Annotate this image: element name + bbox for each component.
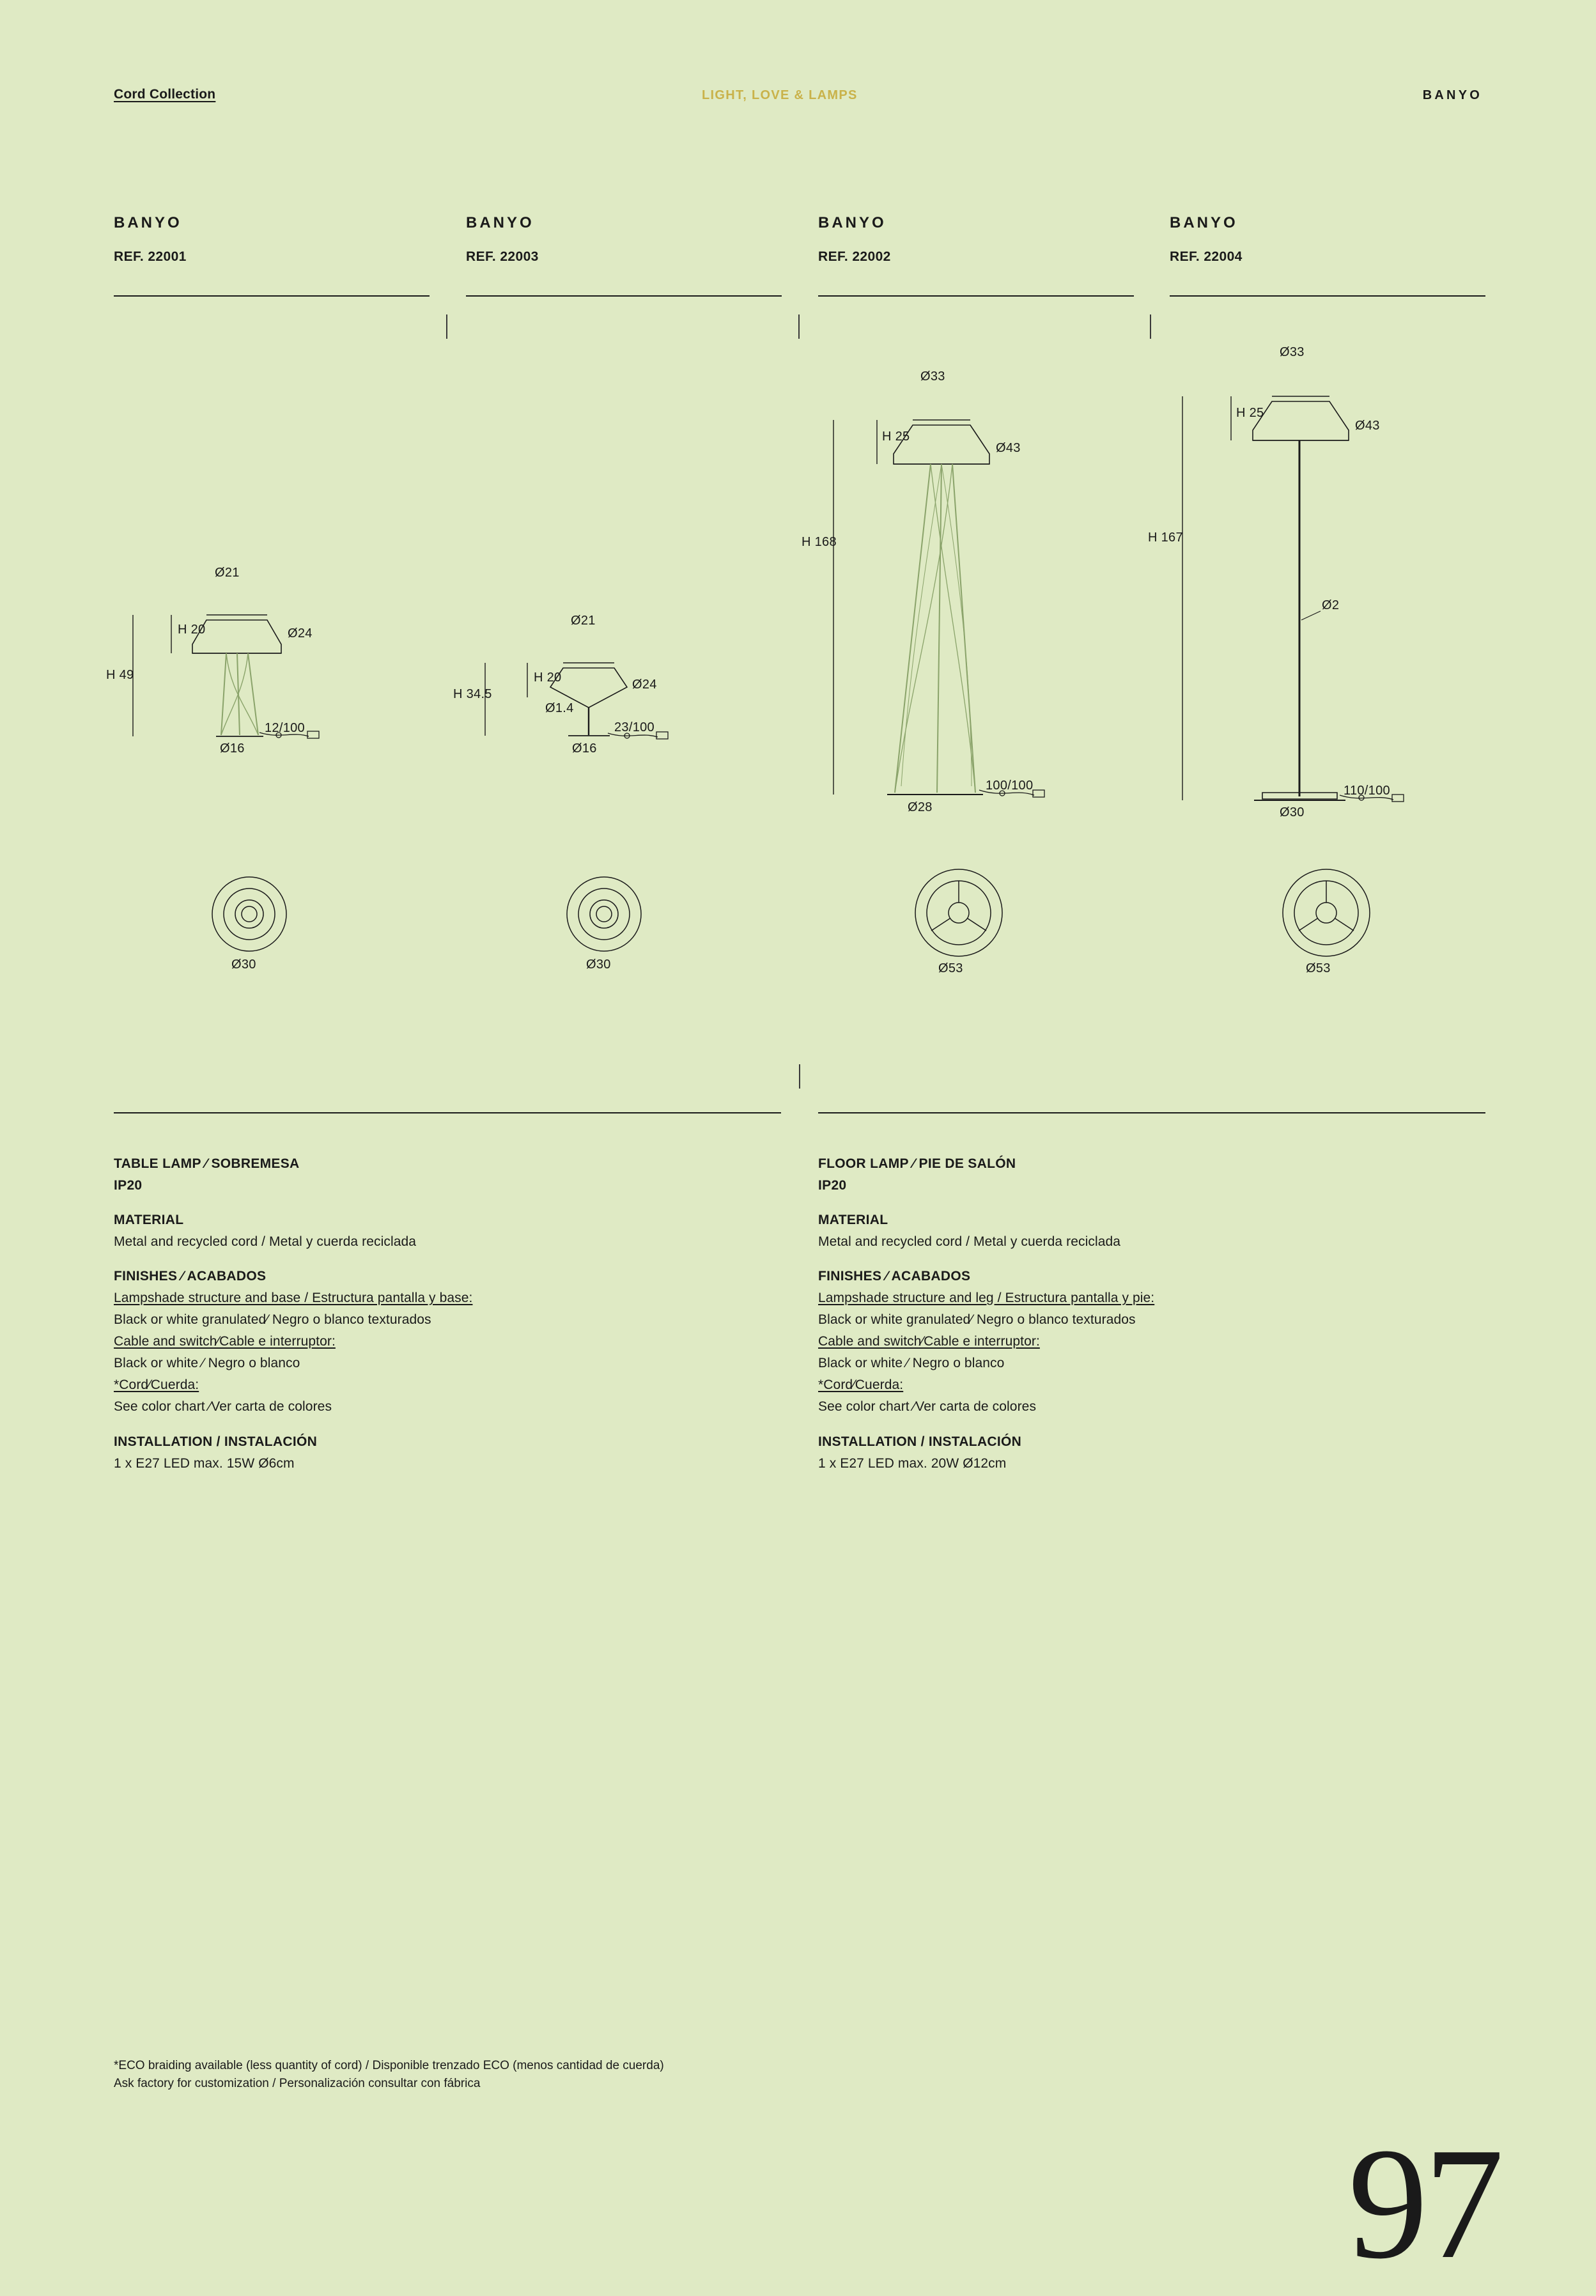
- spec-right-finish-1-label: Lampshade structure and leg / Estructura pantalla y pie:: [818, 1291, 1155, 1306]
- product-1-elevation-drawing: [106, 566, 433, 844]
- product-3-dim-total-height: H 168: [802, 535, 837, 549]
- product-4-dim-shade-height: H 25: [1236, 406, 1264, 420]
- spec-left-ip: IP20: [114, 1178, 143, 1193]
- column-tick-2: [798, 314, 800, 339]
- spec-right-finish-2-label: Cable and switch⁄Cable e interruptor:: [818, 1334, 1040, 1349]
- header-family-name: BANYO: [1422, 88, 1482, 102]
- product-2-dim-base-diameter: Ø16: [572, 741, 597, 756]
- product-1-dim-shade-height: H 20: [178, 623, 206, 637]
- product-3-dim-base-diameter: Ø28: [908, 800, 933, 814]
- spec-right-installation-title: INSTALLATION / INSTALACIÓN: [818, 1434, 1022, 1449]
- spec-left-finish-1-value: Black or white granulated⁄ Negro o blanco texturados: [114, 1312, 431, 1328]
- spec-right-finish-3-label: *Cord⁄Cuerda:: [818, 1377, 904, 1393]
- page-number: 97: [1348, 2115, 1500, 2292]
- product-3-divider: [818, 295, 1134, 297]
- spec-left-type: TABLE LAMP ⁄ SOBREMESA: [114, 1156, 300, 1171]
- spec-left-finish-1-label: Lampshade structure and base / Estructura pantalla y base:: [114, 1291, 473, 1306]
- spec-block-table-lamp: [114, 1157, 753, 1471]
- product-1-dim-cord: 12/100: [265, 721, 305, 735]
- product-3-dim-cord: 100/100: [986, 779, 1034, 793]
- spec-right-material-title: MATERIAL: [818, 1213, 888, 1228]
- footer-note-line-1: *ECO braiding available (less quantity of cord) / Disponible trenzado ECO (menos cantidad de cuerda): [114, 2059, 664, 2072]
- product-4-dim-top-diameter: Ø33: [1280, 345, 1305, 359]
- product-4-dim-total-height: H 167: [1148, 531, 1183, 545]
- product-4-dim-cord: 110/100: [1344, 784, 1390, 798]
- product-2-plan-drawing: [546, 876, 662, 991]
- spec-right-finish-3-value: See color chart ⁄Ver carta de colores: [818, 1399, 1037, 1415]
- spec-left-installation-text: 1 x E27 LED max. 15W Ø6cm: [114, 1455, 295, 1471]
- product-4-name: BANYO: [1170, 214, 1238, 231]
- spec-right-finish-2-value: Black or white ⁄ Negro o blanco: [818, 1356, 1005, 1371]
- spec-right-installation-text: 1 x E27 LED max. 20W Ø12cm: [818, 1455, 1007, 1471]
- product-3-ref: REF. 22002: [818, 249, 891, 264]
- product-2-name: BANYO: [466, 214, 534, 231]
- section-separator-tick: [799, 1064, 800, 1089]
- product-2-dim-cord: 23/100: [614, 720, 655, 734]
- product-3-dim-shade-height: H 25: [882, 430, 910, 444]
- product-1-dim-plan-diameter: Ø30: [231, 958, 256, 972]
- product-1-dim-total-height: H 49: [106, 668, 134, 682]
- product-2-dim-total-height: H 34.5: [453, 687, 492, 701]
- spec-left-installation-title: INSTALLATION / INSTALACIÓN: [114, 1434, 318, 1449]
- spec-divider-left: [114, 1112, 781, 1113]
- product-3-elevation-drawing: [802, 369, 1138, 844]
- header-collection-label: Cord Collection: [114, 87, 216, 102]
- spec-left-finish-3-value: See color chart ⁄Ver carta de colores: [114, 1399, 332, 1415]
- product-2-elevation-drawing: [453, 614, 786, 847]
- product-4-plan-drawing: [1262, 868, 1390, 989]
- footer-note-line-2: Ask factory for customization / Personalización consultar con fábrica: [114, 2076, 481, 2090]
- product-3-name: BANYO: [818, 214, 887, 231]
- spec-right-finishes-title: FINISHES ⁄ ACABADOS: [818, 1269, 971, 1284]
- column-tick-1: [446, 314, 447, 339]
- product-1-name: BANYO: [114, 214, 182, 231]
- product-4-dim-shade-width: Ø43: [1355, 419, 1380, 433]
- product-4-dim-rod-diameter: Ø2: [1322, 598, 1340, 612]
- product-4-ref: REF. 22004: [1170, 249, 1243, 264]
- spec-left-finish-2-label: Cable and switch⁄Cable e interruptor:: [114, 1334, 336, 1349]
- product-4-dim-plan-diameter: Ø53: [1306, 961, 1331, 975]
- product-1-ref: REF. 22001: [114, 249, 187, 264]
- spec-block-floor-lamp: [818, 1157, 1457, 1471]
- product-2-dim-shade-height: H 20: [534, 671, 562, 685]
- product-2-dim-shade-width: Ø24: [632, 678, 657, 692]
- product-1-dim-shade-width: Ø24: [288, 626, 313, 640]
- spec-right-type: FLOOR LAMP ⁄ PIE DE SALÓN: [818, 1156, 1016, 1171]
- product-3-dim-top-diameter: Ø33: [920, 369, 945, 384]
- spec-left-finishes-title: FINISHES ⁄ ACABADOS: [114, 1269, 267, 1284]
- product-4-elevation-drawing: [1148, 345, 1489, 844]
- product-4-divider: [1170, 295, 1485, 297]
- spec-left-material-title: MATERIAL: [114, 1213, 184, 1228]
- product-2-ref: REF. 22003: [466, 249, 539, 264]
- product-3-plan-drawing: [895, 868, 1023, 989]
- spec-left-finish-2-value: Black or white ⁄ Negro o blanco: [114, 1356, 300, 1371]
- product-3-dim-shade-width: Ø43: [996, 441, 1021, 455]
- spec-left-finish-3-label: *Cord⁄Cuerda:: [114, 1377, 199, 1393]
- product-2-divider: [466, 295, 782, 297]
- header-tagline: LIGHT, LOVE & LAMPS: [702, 88, 858, 102]
- product-1-dim-top-diameter: Ø21: [215, 566, 240, 580]
- spec-right-ip: IP20: [818, 1178, 847, 1193]
- spec-left-material-text: Metal and recycled cord / Metal y cuerda reciclada: [114, 1234, 417, 1250]
- spec-divider-right: [818, 1112, 1485, 1113]
- product-2-dim-top-diameter: Ø21: [571, 614, 596, 628]
- product-2-dim-plan-diameter: Ø30: [586, 958, 611, 972]
- page-header: [0, 87, 1596, 106]
- spec-right-finish-1-value: Black or white granulated⁄ Negro o blanco texturados: [818, 1312, 1136, 1328]
- spec-right-material-text: Metal and recycled cord / Metal y cuerda reciclada: [818, 1234, 1121, 1250]
- product-1-dim-base-diameter: Ø16: [220, 741, 245, 756]
- column-tick-3: [1150, 314, 1151, 339]
- footer-note: [114, 2057, 664, 2092]
- product-3-dim-plan-diameter: Ø53: [938, 961, 963, 975]
- product-1-divider: [114, 295, 430, 297]
- product-4-dim-base-diameter: Ø30: [1280, 805, 1305, 819]
- product-2-dim-rod-diameter: Ø1.4: [545, 701, 574, 715]
- product-1-plan-drawing: [192, 876, 307, 991]
